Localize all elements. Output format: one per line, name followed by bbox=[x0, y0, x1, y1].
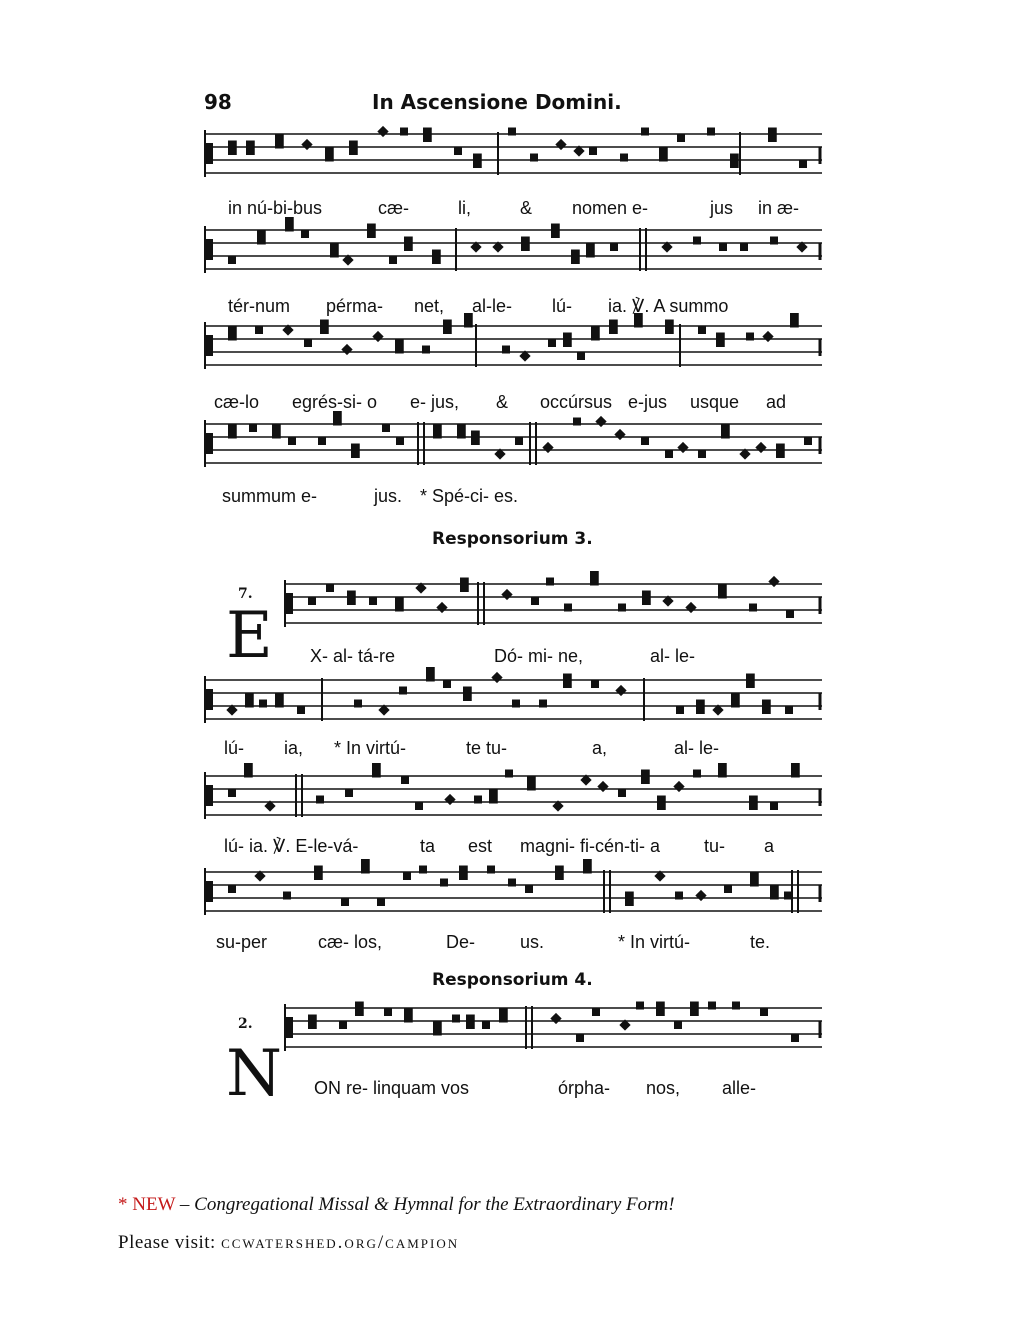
lyric: alle- bbox=[722, 1078, 757, 1098]
lyric: te. bbox=[750, 932, 771, 952]
lyric: De- bbox=[446, 932, 476, 952]
lyric: li, bbox=[458, 198, 471, 218]
lyric: tér-num bbox=[228, 296, 291, 316]
lyric: & bbox=[520, 198, 533, 218]
lyric: in nú-bi-bus bbox=[228, 198, 323, 218]
footer-asterisk: * bbox=[118, 1194, 128, 1215]
initial-letter: N bbox=[226, 1037, 282, 1111]
lyric: egrés-si- o bbox=[292, 392, 378, 412]
lyric: ia, bbox=[284, 738, 304, 758]
lyric: ON re- linquam vos bbox=[314, 1078, 470, 1098]
lyric: X- al- tá-re bbox=[310, 646, 396, 666]
lyric: cæ- los, bbox=[318, 932, 383, 952]
lyric: * In virtú- bbox=[618, 932, 691, 952]
lyric: magni- fi-cén-ti- a bbox=[520, 836, 661, 856]
lyric: * Spé-ci- es. bbox=[420, 486, 519, 506]
footer-visit bbox=[118, 1232, 459, 1254]
footer-promo bbox=[118, 1194, 675, 1216]
lyric: ia. ℣. A summo bbox=[608, 296, 729, 316]
lyric: lú- ia. ℣. E-le-vá- bbox=[224, 836, 359, 856]
lyric: lú- bbox=[224, 738, 245, 758]
page-number: 98 bbox=[204, 90, 232, 114]
lyric: us. bbox=[520, 932, 545, 952]
lyric: * In virtú- bbox=[334, 738, 407, 758]
footer-new-label: NEW bbox=[132, 1194, 176, 1215]
lyric: in æ- bbox=[758, 198, 800, 218]
lyric: e- jus, bbox=[410, 392, 460, 412]
lyric: pérma- bbox=[326, 296, 384, 316]
initial-letter: E bbox=[226, 599, 273, 673]
lyric: a, bbox=[592, 738, 608, 758]
footer-dash: – bbox=[175, 1194, 195, 1215]
lyric: su-per bbox=[216, 932, 268, 952]
footer-url-link[interactable]: ccwatershed.org/campion bbox=[221, 1232, 460, 1253]
mode-number: 2. bbox=[238, 1016, 253, 1032]
lyric: al- le- bbox=[650, 646, 696, 666]
lyric: jus. bbox=[374, 486, 403, 506]
lyric: a bbox=[764, 836, 775, 856]
lyric: al-le- bbox=[472, 296, 513, 316]
lyric: tu- bbox=[704, 836, 726, 856]
lyric: te tu- bbox=[466, 738, 508, 758]
lyric: Dó- mi- ne, bbox=[494, 646, 584, 666]
lyric: ta bbox=[420, 836, 436, 856]
lyric: nomen e- bbox=[572, 198, 649, 218]
footer-visit-label: Please visit: bbox=[118, 1232, 222, 1253]
lyric: e-jus bbox=[628, 392, 668, 412]
lyric: summum e- bbox=[222, 486, 318, 506]
page-title: In Ascensione Domini. bbox=[372, 90, 622, 114]
lyric: jus bbox=[710, 198, 734, 218]
lyric: net, bbox=[414, 296, 445, 316]
lyric: occúrsus bbox=[540, 392, 613, 412]
lyric: al- le- bbox=[674, 738, 720, 758]
section-heading: Responsorium 4. bbox=[432, 970, 593, 990]
lyric: est bbox=[468, 836, 493, 856]
lyric: cæ-lo bbox=[214, 392, 260, 412]
lyric: órpha- bbox=[558, 1078, 611, 1098]
lyric: & bbox=[496, 392, 509, 412]
lyric: ad bbox=[766, 392, 787, 412]
footer-tagline: Congregational Missal & Hymnal for the Extraordinary Form! bbox=[194, 1194, 675, 1215]
lyric: cæ- bbox=[378, 198, 409, 218]
mode-number: 7. bbox=[238, 586, 253, 602]
lyric: usque bbox=[690, 392, 740, 412]
lyric: lú- bbox=[552, 296, 573, 316]
section-heading: Responsorium 3. bbox=[432, 529, 593, 549]
lyric: nos, bbox=[646, 1078, 681, 1098]
